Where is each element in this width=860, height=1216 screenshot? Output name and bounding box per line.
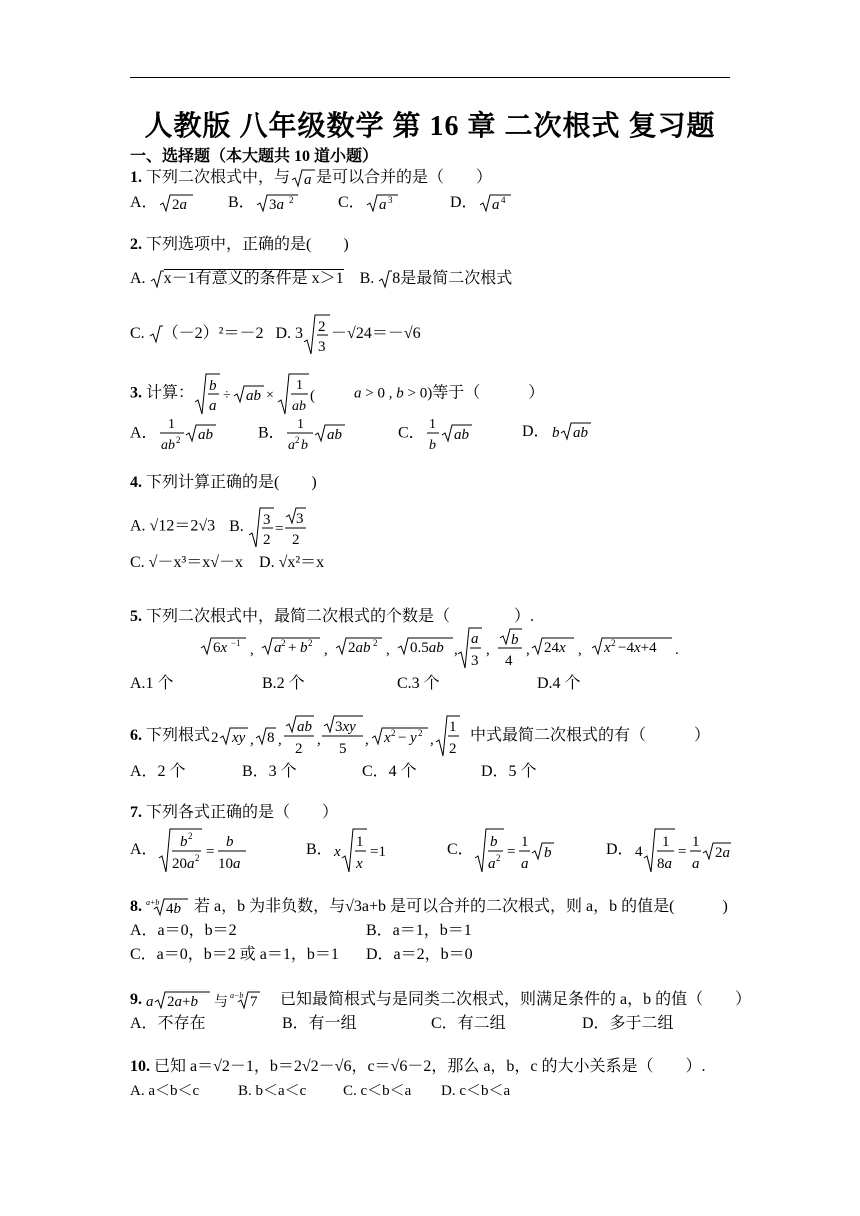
- svg-text:1: 1: [661, 834, 670, 851]
- expression-sqrt-b-over-a-icon: [194, 372, 354, 416]
- svg-text:2a: 2a: [714, 845, 730, 862]
- question-1: 1. 下列二次根式中，与 a 是可以合并的是（ ）: [130, 169, 493, 189]
- q5-option-d[interactable]: D.4 个: [537, 675, 581, 692]
- svg-text:ab: ab: [246, 388, 262, 404]
- svg-text:,: ,: [365, 732, 369, 749]
- svg-text:−1: −1: [231, 638, 241, 648]
- svg-text:a: a: [491, 197, 500, 214]
- question-8: 8. a+b 4b 若 a，b 为非负数，与√3a+b 是可以合并的二次根式，则 a，b 的值是( ): [130, 898, 728, 918]
- svg-text:24x: 24x: [544, 640, 566, 656]
- q6-option-c[interactable]: C．4 个: [362, 763, 417, 780]
- q5-radicals-list-icon: [200, 626, 680, 670]
- svg-text:=: =: [205, 844, 215, 861]
- svg-text:3: 3: [387, 195, 393, 206]
- q2-option-c[interactable]: C. （－2）²＝－2: [130, 325, 263, 342]
- q8-option-d[interactable]: D．a＝2，b＝0: [366, 946, 473, 963]
- q3-option-b[interactable]: B． 1 a 2 b ab: [258, 412, 347, 456]
- svg-text:b: b: [428, 438, 436, 453]
- q1-option-a[interactable]: A． 2a: [130, 192, 194, 214]
- q6-option-d[interactable]: D．5 个: [481, 763, 537, 780]
- svg-text:2: 2: [211, 730, 219, 747]
- svg-text:,: ,: [278, 732, 282, 749]
- svg-text:2: 2: [262, 532, 271, 548]
- fraction-1-over-ab2-sqrt-ab-icon: [158, 412, 216, 456]
- q2-options-ab: [130, 268, 512, 290]
- svg-text:2: 2: [418, 728, 423, 739]
- svg-text:ab: ab: [453, 427, 469, 443]
- question-6: 6. 下列根式 2 xy , 8 , ab 2 , 3xy 5 , x 2 − y 2 , 1 2 中式最简二次根式的有（ ）: [130, 714, 710, 758]
- svg-text:÷: ÷: [223, 388, 231, 403]
- question-3: 3. 计算： b a ÷ ab × 1 ab ( a > 0 , b > 0)等于（ ）: [130, 372, 544, 416]
- q8-option-a[interactable]: A．a＝0，b＝2: [130, 922, 237, 939]
- svg-text:8: 8: [267, 730, 275, 747]
- svg-text:=: =: [274, 521, 284, 537]
- svg-text:2: 2: [187, 831, 193, 842]
- svg-text:2: 2: [495, 853, 501, 864]
- q10-option-d[interactable]: D. c＜b＜a: [441, 1083, 511, 1099]
- svg-text:2a: 2a: [171, 197, 187, 214]
- svg-text:−4x+4: −4x+4: [618, 640, 657, 656]
- sqrt-3-over-2-equation-icon: [248, 505, 308, 549]
- svg-text:2: 2: [291, 532, 300, 548]
- svg-text:a: a: [274, 640, 282, 656]
- page-title: 人教版 八年级数学 第 16 章 二次根式 复习题: [144, 111, 716, 142]
- q7-option-a[interactable]: A． b 2 20a 2 = b 10a: [130, 826, 248, 874]
- q9-option-c[interactable]: C．有二组: [431, 1015, 506, 1032]
- q10-option-c[interactable]: C. c＜b＜a: [343, 1083, 412, 1099]
- svg-text:a: a: [287, 438, 295, 453]
- svg-text:(: (: [310, 388, 316, 404]
- svg-text:3: 3: [318, 339, 326, 355]
- svg-text:2: 2: [288, 195, 294, 206]
- b-sqrt-ab-icon: [550, 421, 592, 443]
- svg-text:1: 1: [355, 834, 364, 851]
- q4-option-a[interactable]: A. √12＝2√3: [130, 517, 216, 535]
- svg-text:a: a: [487, 856, 496, 873]
- svg-text:b: b: [551, 425, 560, 442]
- q9-option-a[interactable]: A．不存在: [130, 1015, 206, 1032]
- svg-text:a: a: [209, 398, 217, 414]
- svg-text:1: 1: [428, 417, 436, 432]
- svg-text:,: ,: [386, 642, 390, 658]
- svg-text:,: ,: [317, 732, 321, 749]
- svg-text:1: 1: [520, 834, 529, 851]
- svg-text:4: 4: [634, 844, 643, 861]
- sqrt-3a2-icon: [255, 192, 299, 214]
- svg-text:xy: xy: [232, 730, 246, 747]
- svg-text:ab: ab: [297, 719, 313, 736]
- svg-text:ab: ab: [160, 438, 175, 453]
- q4-option-b[interactable]: B. 3 2 = 3 2: [229, 518, 308, 535]
- svg-text:x: x: [604, 640, 611, 656]
- radical-sign-icon: [378, 268, 392, 290]
- nth-root-4b-icon: [146, 896, 190, 918]
- svg-text:b: b: [543, 845, 552, 862]
- fraction-1-over-b-sqrt-ab-icon: [425, 412, 473, 456]
- q1-option-d[interactable]: D． a 4: [450, 192, 512, 214]
- svg-text:=: =: [677, 844, 687, 861]
- q1-option-b[interactable]: B． 3a 2: [228, 192, 299, 214]
- svg-text:x: x: [333, 844, 341, 861]
- svg-text:a: a: [378, 197, 387, 214]
- svg-text:,: ,: [250, 732, 254, 749]
- q10-option-b[interactable]: B. b＜a＜c: [238, 1083, 307, 1099]
- svg-text:,: ,: [454, 642, 458, 658]
- svg-text:ab: ab: [292, 399, 307, 414]
- question-7: 7. 下列各式正确的是（ ）: [130, 804, 339, 821]
- q7-d-formula-icon: [634, 826, 732, 874]
- q8-option-c[interactable]: C．a＝0，b＝2 或 a＝1，b＝1: [130, 946, 339, 963]
- svg-text:2: 2: [373, 638, 378, 648]
- svg-text:8a: 8a: [656, 856, 672, 873]
- q7-option-c[interactable]: C． b a 2 = 1 a b: [447, 826, 556, 874]
- svg-text:1: 1: [167, 417, 175, 432]
- q3-option-c[interactable]: C． 1 b ab: [398, 412, 473, 456]
- header-rule: [130, 77, 730, 78]
- q9-option-b[interactable]: B．有一组: [282, 1015, 357, 1032]
- svg-text:b: b: [489, 834, 498, 851]
- q2-option-a[interactable]: A. x－1有意义的条件是 x＞1: [130, 270, 344, 287]
- sqrt-a-icon: [290, 167, 316, 189]
- sqrt-fraction-2-3-icon: [303, 312, 331, 356]
- svg-text:,: ,: [526, 642, 530, 658]
- svg-text:ab: ab: [326, 427, 342, 443]
- svg-text:3xy: 3xy: [335, 719, 356, 736]
- svg-text:4: 4: [500, 195, 506, 206]
- svg-text:2a+b: 2a+b: [167, 994, 198, 1011]
- q4-options-ab: [130, 505, 308, 549]
- svg-text:2: 2: [449, 741, 457, 758]
- sqrt-a4-icon: [478, 192, 512, 214]
- svg-text:×: ×: [266, 388, 274, 403]
- svg-text:与: 与: [214, 995, 228, 1011]
- svg-text:3: 3: [471, 653, 479, 669]
- q5-option-c[interactable]: C.3 个: [397, 675, 440, 692]
- svg-text:−: −: [398, 730, 407, 747]
- svg-text:a: a: [520, 856, 529, 873]
- svg-text:,: ,: [430, 732, 434, 749]
- svg-text:2: 2: [175, 435, 181, 445]
- svg-text:1: 1: [449, 719, 457, 736]
- question-10: 10. 已知 a＝√2－1，b＝2√2－√6，c＝√6－2，那么 a，b，c 的大小关系是（ ）.: [130, 1058, 706, 1075]
- svg-text:2: 2: [318, 319, 326, 335]
- svg-text:a+b: a+b: [146, 898, 160, 908]
- svg-text:2: 2: [308, 638, 313, 648]
- q7-a-formula-icon: [158, 826, 248, 874]
- svg-text:2: 2: [281, 638, 286, 648]
- q10-option-a[interactable]: A. a＜b＜c: [130, 1083, 200, 1099]
- question-9: 9. a 2a+b 与 a−b 7 已知最简根式与是同类二次根式，则满足条件的 a，b 的值（ ）: [130, 991, 752, 1011]
- q6-option-a[interactable]: A．2 个: [130, 763, 186, 780]
- q3-option-d[interactable]: D． b ab: [522, 421, 592, 443]
- q9-option-d[interactable]: D．多于二组: [582, 1015, 674, 1032]
- fraction-1-over-a2b-sqrt-ab-icon: [285, 412, 347, 456]
- svg-text:b: b: [511, 632, 519, 648]
- svg-text:a: a: [304, 172, 312, 189]
- svg-text:2: 2: [294, 435, 300, 445]
- svg-text:,: ,: [578, 642, 582, 658]
- svg-text:b: b: [225, 834, 234, 851]
- svg-text:y: y: [410, 730, 417, 747]
- svg-text:1: 1: [296, 378, 304, 393]
- svg-text:a: a: [691, 856, 700, 873]
- q6-radicals-list-icon: [210, 714, 470, 758]
- svg-text:b: b: [179, 834, 188, 851]
- question-2: 2. 下列选项中，正确的是( ): [130, 236, 349, 253]
- q6-option-b[interactable]: B．3 个: [242, 763, 297, 780]
- svg-text:b: b: [209, 378, 217, 394]
- svg-text:b: b: [300, 438, 308, 453]
- svg-text:0.5ab: 0.5ab: [410, 640, 444, 656]
- svg-text:.: .: [675, 642, 679, 658]
- svg-text:b: b: [300, 640, 308, 656]
- q5-option-a[interactable]: A.1 个: [130, 675, 174, 692]
- svg-text:,: ,: [486, 642, 490, 658]
- svg-text:6x: 6x: [213, 640, 228, 656]
- svg-text:a: a: [471, 631, 479, 647]
- svg-text:2: 2: [295, 741, 303, 758]
- question-4: 4. 下列计算正确的是( ): [130, 474, 317, 491]
- svg-text:4: 4: [505, 653, 513, 669]
- q4-options-cd: [130, 552, 324, 574]
- svg-text:20a: 20a: [171, 856, 195, 873]
- svg-text:ab: ab: [572, 425, 588, 442]
- svg-text:2: 2: [194, 853, 200, 864]
- svg-text:2: 2: [391, 728, 396, 739]
- svg-text:=1: =1: [369, 844, 386, 861]
- svg-text:x: x: [384, 730, 391, 747]
- svg-text:ab: ab: [197, 427, 213, 443]
- svg-text:5: 5: [339, 741, 347, 758]
- q4-option-c[interactable]: C. √－x³＝x√－x: [130, 554, 244, 571]
- question-5: 5. 下列二次根式中，最简二次根式的个数是（ ）.: [130, 608, 535, 625]
- svg-text:+: +: [288, 640, 297, 656]
- q7-option-d[interactable]: D． 4 1 8a = 1 a 2a: [606, 826, 732, 874]
- q4-option-d[interactable]: D. √x²＝x: [259, 554, 325, 571]
- svg-text:4b: 4b: [166, 901, 181, 918]
- svg-text:1: 1: [296, 417, 304, 432]
- q7-option-b[interactable]: B． x 1 x =1: [306, 826, 395, 874]
- radical-sign-icon: [150, 268, 164, 290]
- svg-text:a: a: [146, 994, 154, 1011]
- svg-text:,: ,: [250, 642, 254, 658]
- q2-option-d[interactable]: D. 3 2 3 －√24＝－√6: [275, 325, 420, 342]
- svg-text:2: 2: [611, 638, 616, 648]
- q5-option-b[interactable]: B.2 个: [262, 675, 305, 692]
- q9-radicals-icon: [146, 989, 276, 1011]
- q3-option-a[interactable]: A． 1 ab 2 ab: [130, 412, 216, 456]
- q7-b-formula-icon: [333, 826, 395, 874]
- svg-text:7: 7: [250, 994, 258, 1011]
- svg-text:10a: 10a: [217, 856, 241, 873]
- svg-text:=: =: [506, 844, 516, 861]
- section-heading: 一、选择题（本大题共 10 道小题）: [130, 148, 379, 165]
- q2-options-cd: [130, 312, 421, 356]
- svg-text:3: 3: [262, 512, 271, 528]
- svg-text:1: 1: [691, 834, 700, 851]
- radical-sign-icon: [149, 323, 163, 345]
- q7-c-formula-icon: [474, 826, 556, 874]
- svg-text:,: ,: [324, 642, 328, 658]
- svg-text:x: x: [355, 856, 363, 873]
- svg-text:3: 3: [295, 511, 304, 527]
- svg-text:2ab: 2ab: [348, 640, 371, 656]
- sqrt-2a-icon: [158, 192, 194, 214]
- q1-option-c[interactable]: C． a 3: [338, 192, 399, 214]
- svg-text:a−b: a−b: [230, 991, 244, 1001]
- sqrt-a3-icon: [365, 192, 399, 214]
- q8-option-b[interactable]: B．a＝1，b＝1: [366, 922, 472, 939]
- q2-option-b[interactable]: B. 8是最简二次根式: [360, 270, 513, 287]
- svg-text:3a: 3a: [268, 197, 284, 214]
